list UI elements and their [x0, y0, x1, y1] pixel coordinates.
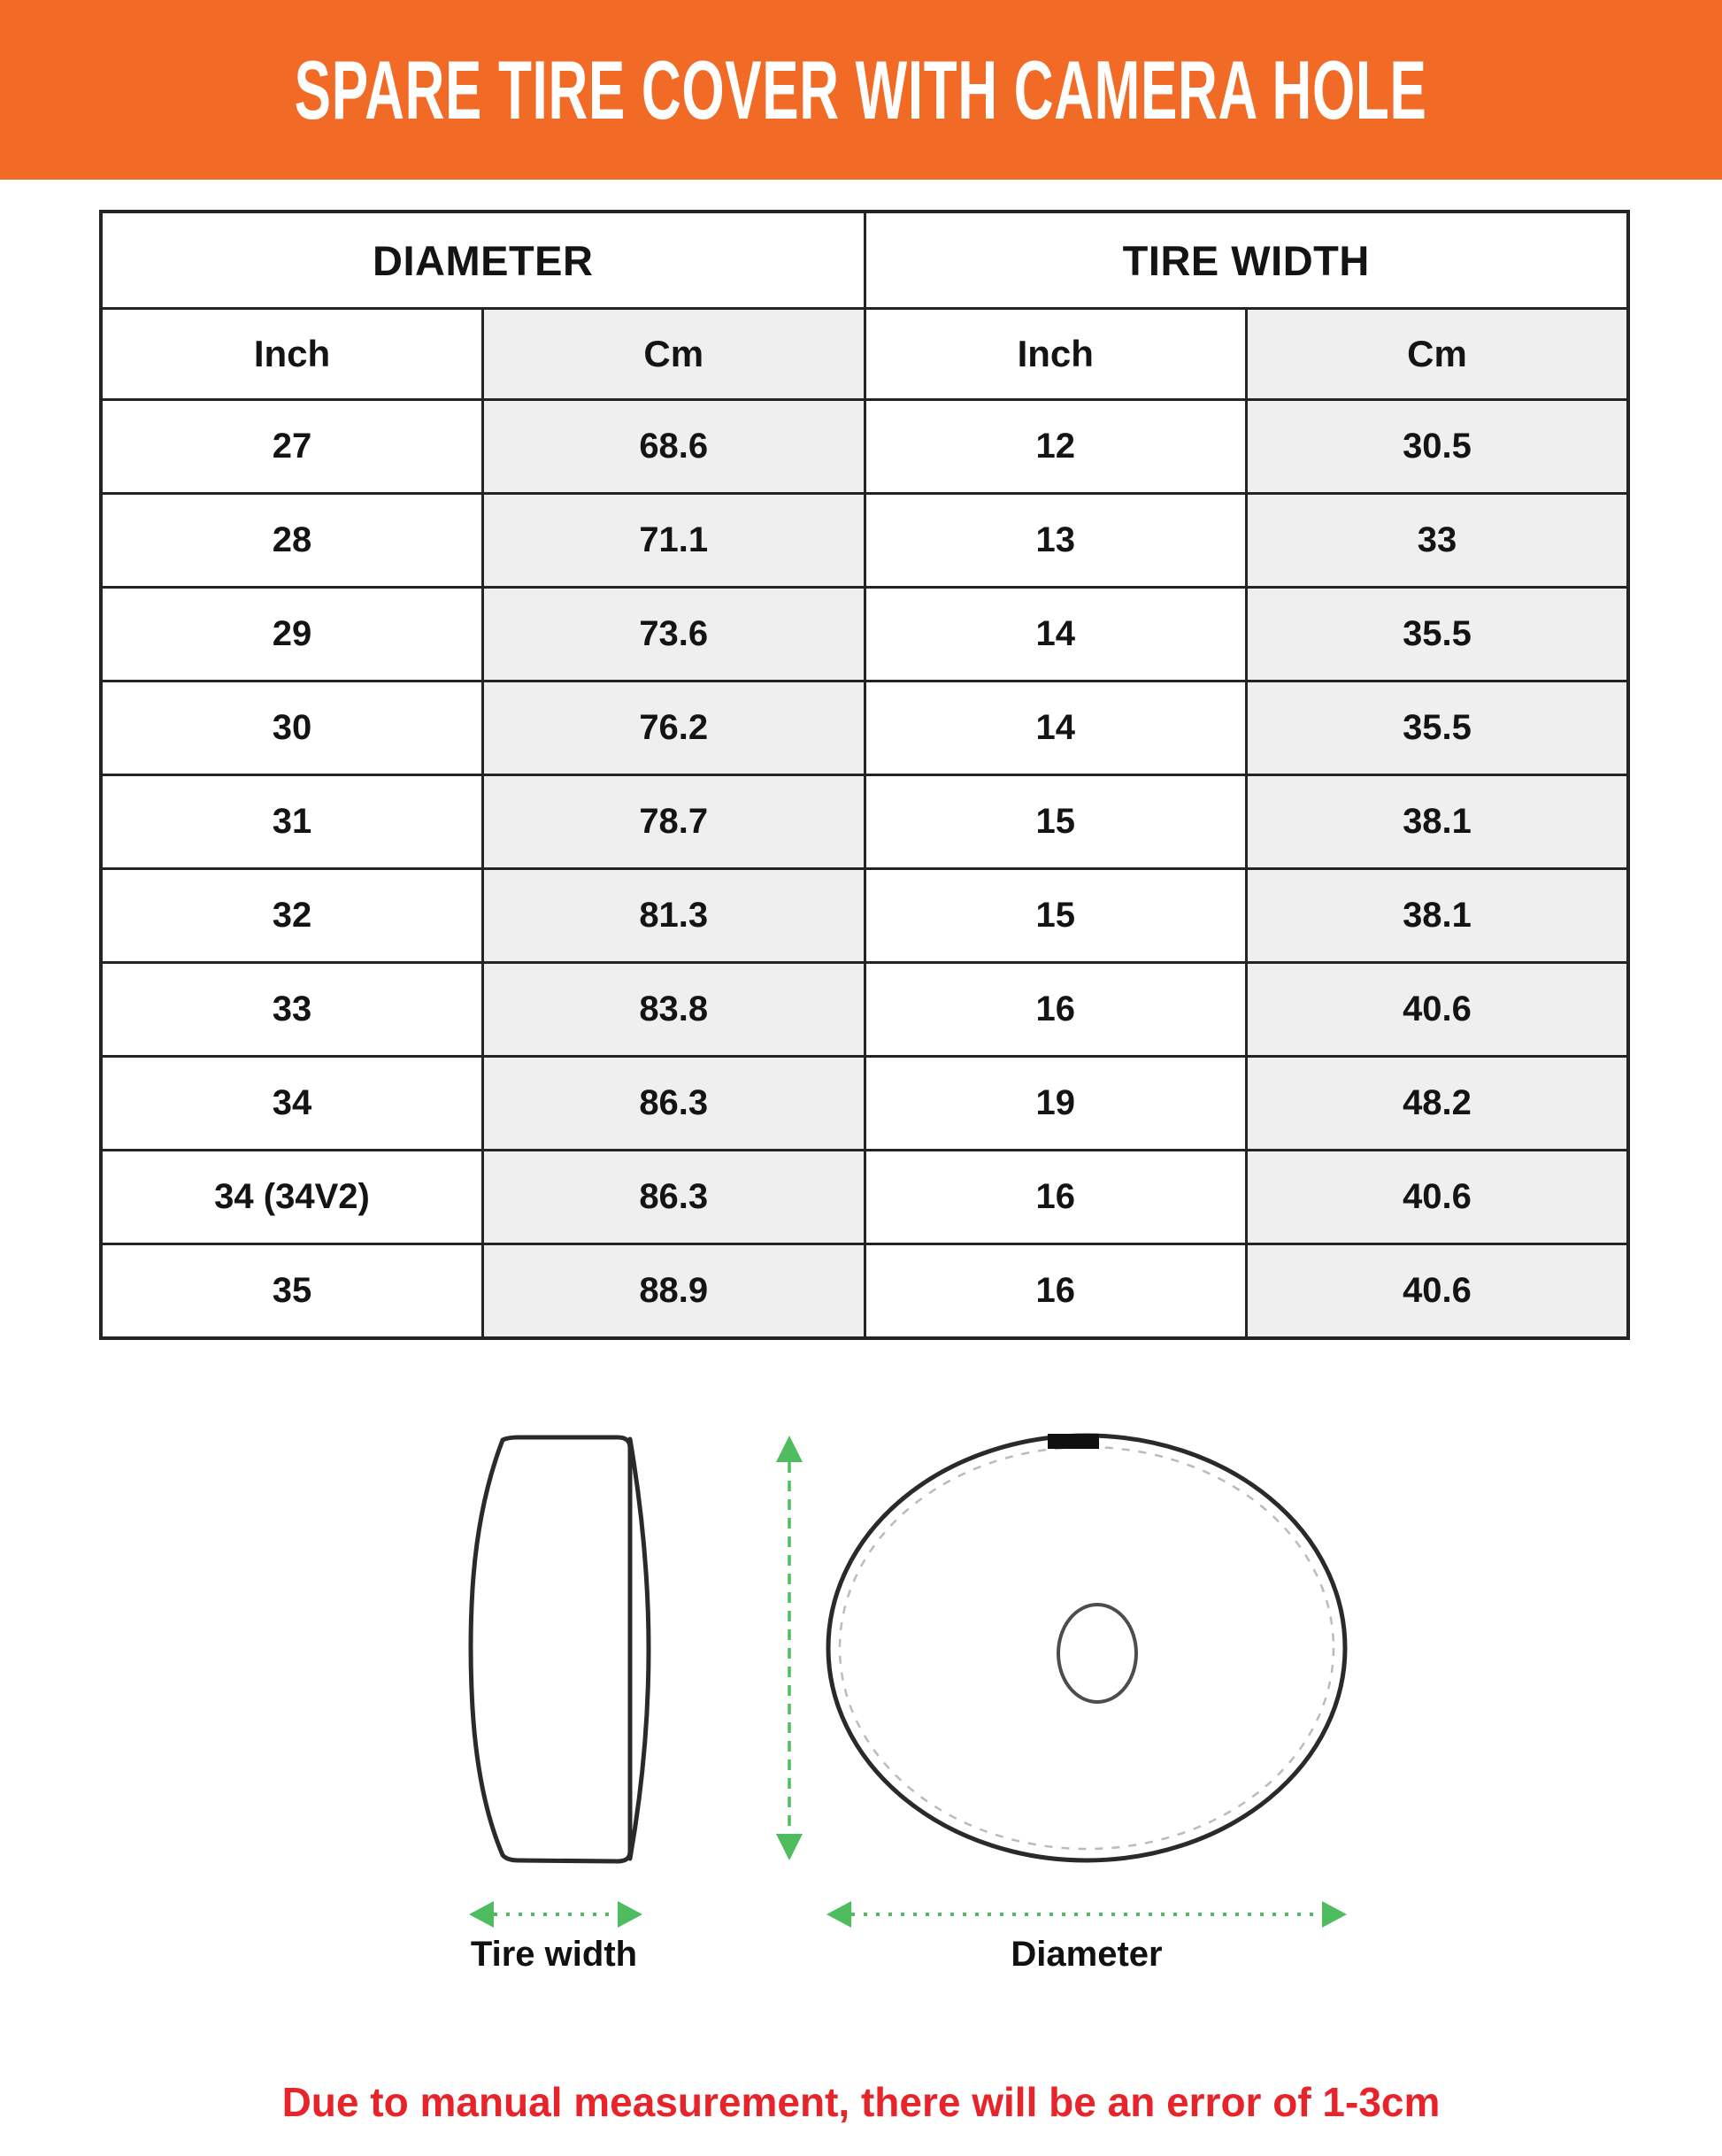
cell-diameter-cm: 88.9 [483, 1244, 865, 1339]
cell-diameter-cm: 76.2 [483, 681, 865, 775]
cell-width-inch: 16 [865, 963, 1247, 1057]
tire-width-label: Tire width [470, 1935, 638, 1974]
cell-width-cm: 35.5 [1247, 681, 1629, 775]
tire-cover-diagram [0, 1381, 1722, 2000]
cell-width-inch: 16 [865, 1151, 1247, 1244]
cell-width-cm: 40.6 [1247, 963, 1629, 1057]
table-row [101, 775, 1628, 869]
cell-width-cm: 38.1 [1247, 869, 1629, 963]
col-header-width-inch: Inch [865, 309, 1247, 400]
cell-width-cm: 38.1 [1247, 775, 1629, 869]
cell-width-inch: 13 [865, 494, 1247, 588]
table-row [101, 588, 1628, 681]
table-row [101, 494, 1628, 588]
cell-diameter-cm: 73.6 [483, 588, 865, 681]
cell-width-cm: 35.5 [1247, 588, 1629, 681]
table-subheader-row [101, 309, 1628, 400]
col-header-diameter-cm: Cm [483, 309, 865, 400]
table-row [101, 1244, 1628, 1339]
table-row [101, 681, 1628, 775]
cell-width-cm: 48.2 [1247, 1057, 1629, 1151]
cell-diameter-cm: 78.7 [483, 775, 865, 869]
cell-diameter-cm: 81.3 [483, 869, 865, 963]
cell-diameter-cm: 86.3 [483, 1057, 865, 1151]
table-group-header-row [101, 212, 1628, 309]
strap-mark [1048, 1434, 1099, 1449]
cell-diameter-cm: 83.8 [483, 963, 865, 1057]
cell-diameter-inch: 32 [101, 869, 483, 963]
arrow-left-icon [826, 1901, 851, 1928]
arrow-left-icon [469, 1901, 494, 1928]
cell-width-inch: 15 [865, 869, 1247, 963]
cell-diameter-inch: 34 (34V2) [101, 1151, 483, 1244]
tire-side-view-outer-edge [630, 1439, 649, 1859]
cell-diameter-inch: 28 [101, 494, 483, 588]
table-row [101, 869, 1628, 963]
group-header-diameter: DIAMETER [101, 212, 865, 309]
cell-width-cm: 40.6 [1247, 1151, 1629, 1244]
cell-width-cm: 30.5 [1247, 400, 1629, 494]
header-banner [0, 0, 1722, 180]
table-row [101, 400, 1628, 494]
cell-width-inch: 14 [865, 588, 1247, 681]
cell-width-inch: 15 [865, 775, 1247, 869]
col-header-width-cm: Cm [1247, 309, 1629, 400]
cell-diameter-inch: 27 [101, 400, 483, 494]
size-table [99, 210, 1630, 1340]
cell-diameter-inch: 30 [101, 681, 483, 775]
cell-diameter-inch: 31 [101, 775, 483, 869]
cell-diameter-cm: 86.3 [483, 1151, 865, 1244]
page-title: SPARE TIRE COVER WITH CAMERA HOLE [295, 42, 1427, 136]
arrow-up-icon [776, 1436, 803, 1462]
col-header-diameter-inch: Inch [101, 309, 483, 400]
cell-width-inch: 16 [865, 1244, 1247, 1339]
table-row [101, 1057, 1628, 1151]
tire-side-view [471, 1437, 630, 1861]
cell-diameter-cm: 71.1 [483, 494, 865, 588]
camera-hole-circle [1058, 1605, 1136, 1702]
table-row [101, 1151, 1628, 1244]
measurement-error-note: Due to manual measurement, there will be an error of 1-3cm [281, 2079, 1441, 2125]
cell-width-cm: 33 [1247, 494, 1629, 588]
cell-diameter-inch: 33 [101, 963, 483, 1057]
cell-diameter-inch: 35 [101, 1244, 483, 1339]
arrow-right-icon [1322, 1901, 1347, 1928]
cell-width-inch: 12 [865, 400, 1247, 494]
arrow-down-icon [776, 1834, 803, 1860]
cell-diameter-cm: 68.6 [483, 400, 865, 494]
group-header-tire-width: TIRE WIDTH [865, 212, 1628, 309]
arrow-right-icon [618, 1901, 642, 1928]
table-row [101, 963, 1628, 1057]
cell-width-inch: 19 [865, 1057, 1247, 1151]
diameter-label: Diameter [1011, 1935, 1163, 1974]
cell-diameter-inch: 29 [101, 588, 483, 681]
cell-diameter-inch: 34 [101, 1057, 483, 1151]
cell-width-cm: 40.6 [1247, 1244, 1629, 1339]
cell-width-inch: 14 [865, 681, 1247, 775]
